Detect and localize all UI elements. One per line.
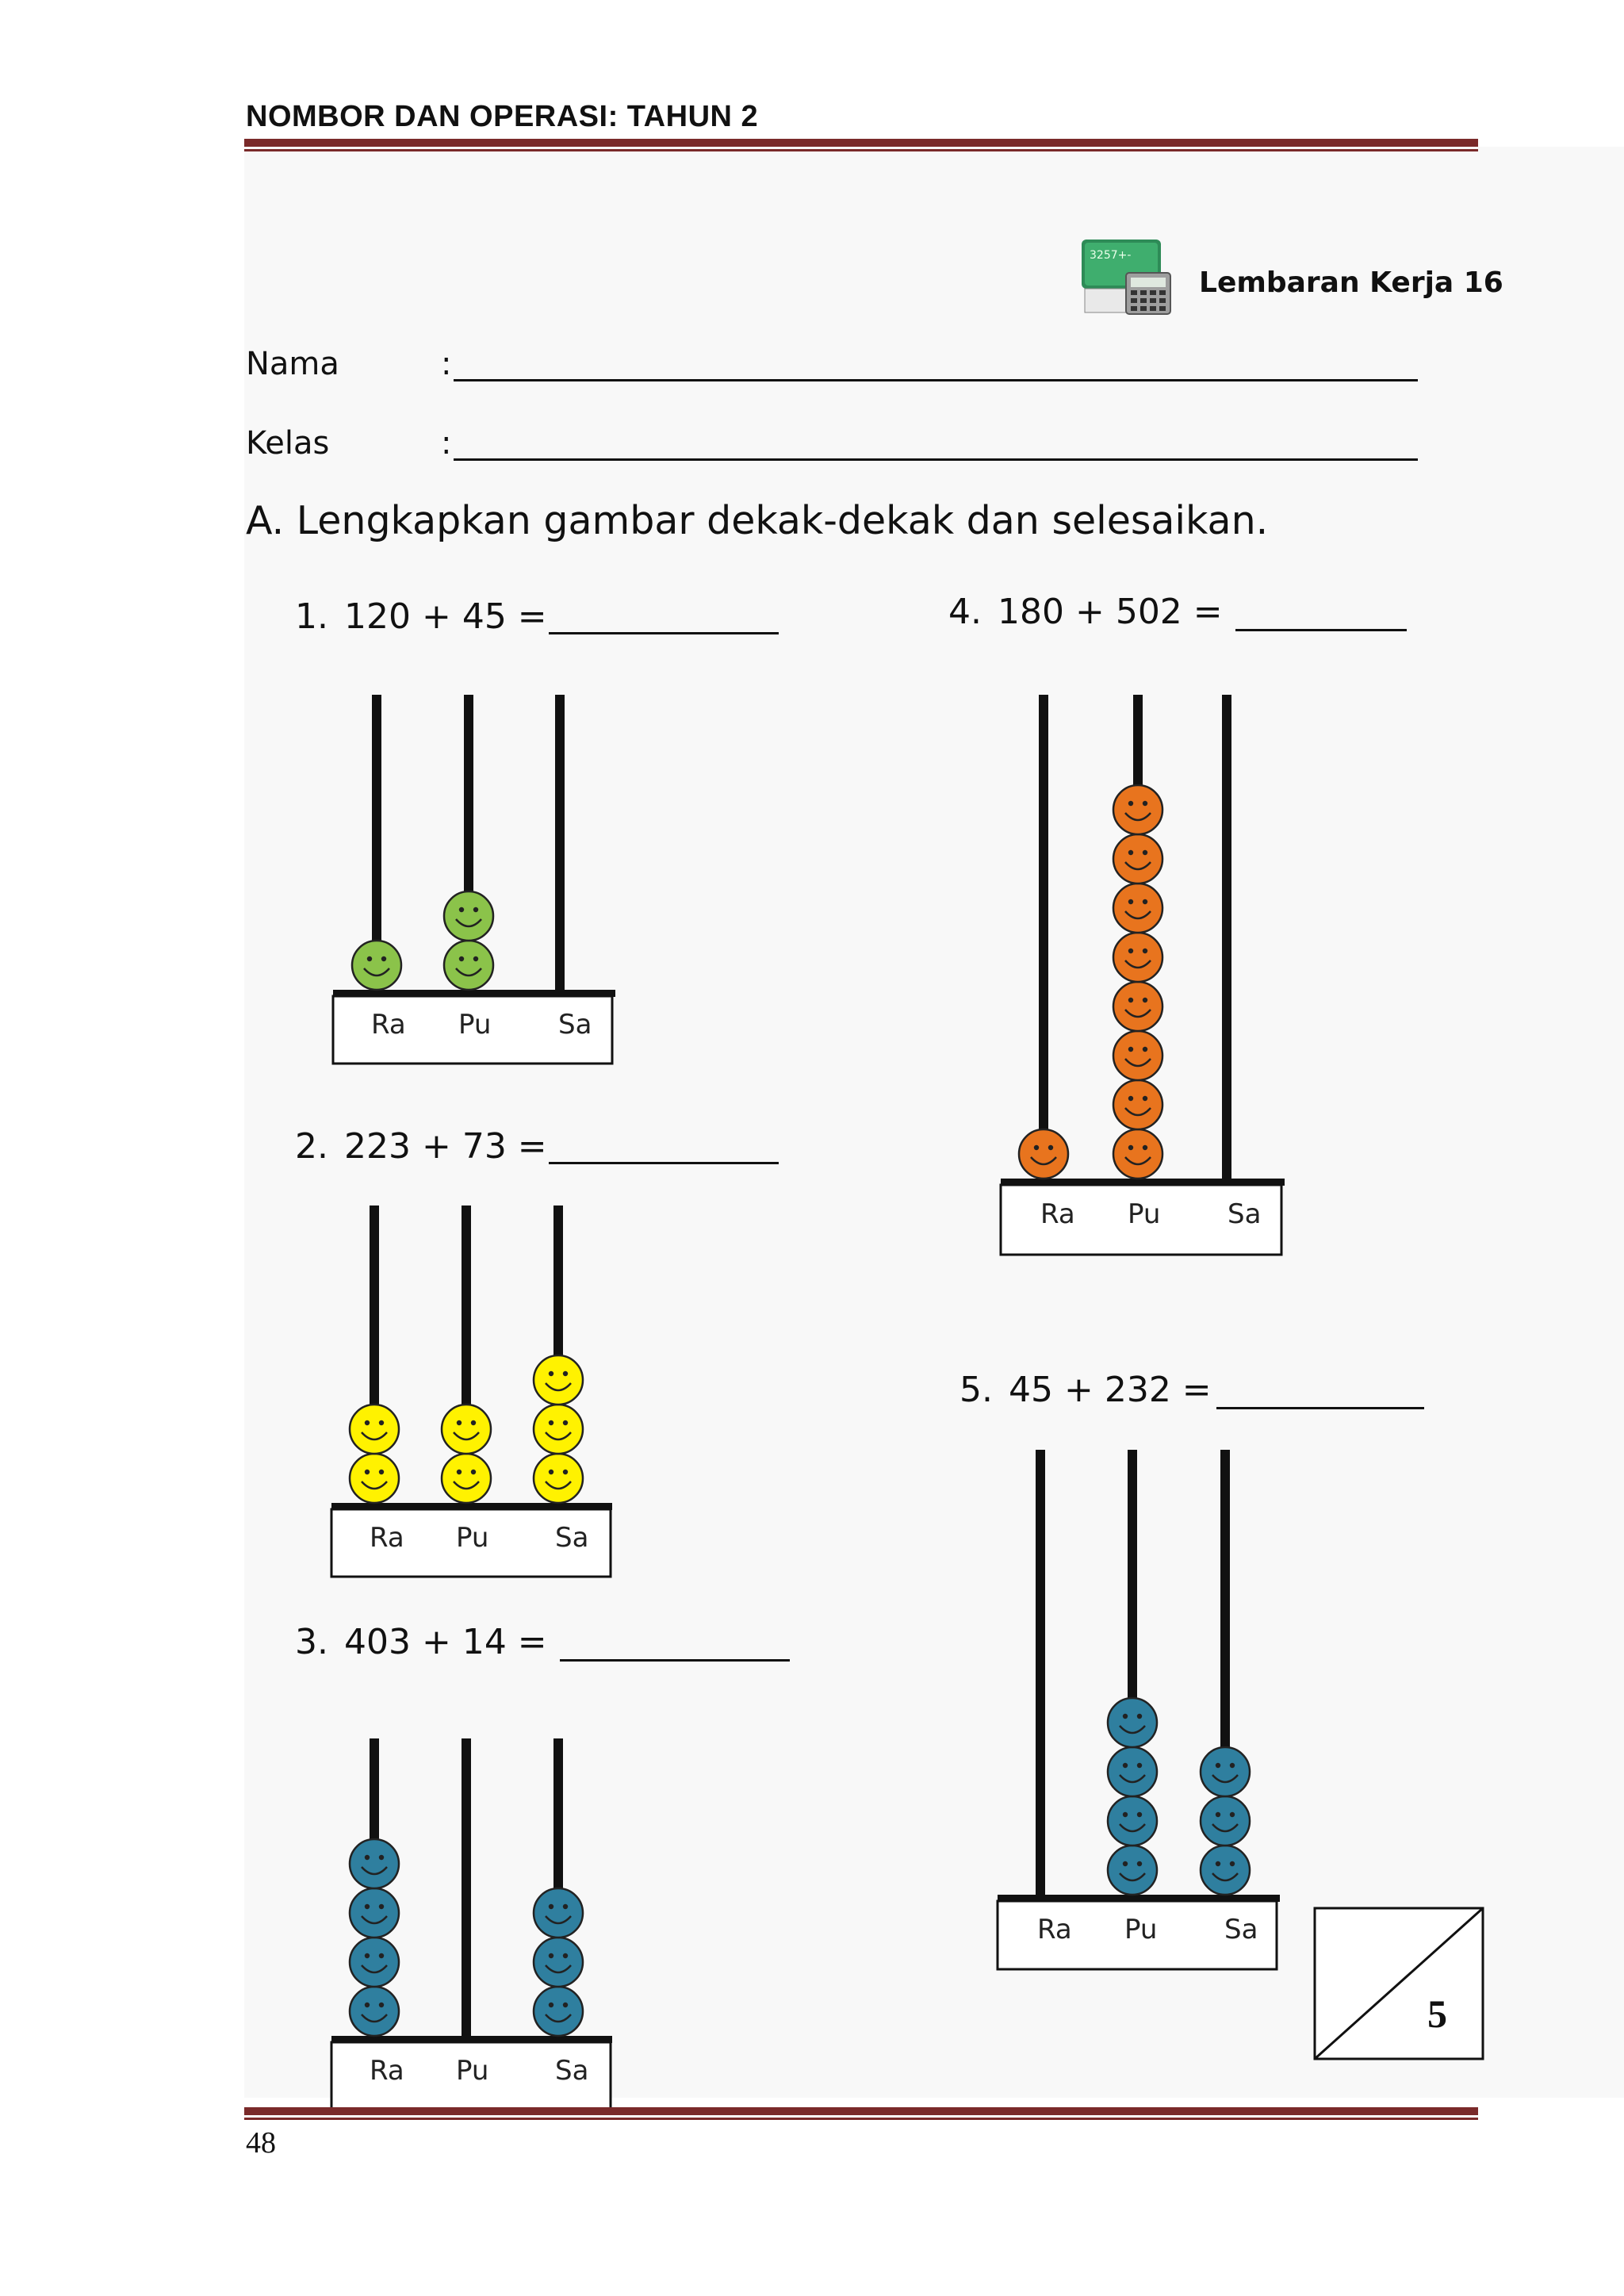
place-label-ra: Ra — [1037, 1914, 1072, 1945]
smiley-bead-icon[interactable] — [1113, 834, 1162, 884]
score-box — [1315, 1908, 1483, 2059]
place-label-sa: Sa — [1228, 1198, 1262, 1230]
question-1-number: 1. — [295, 596, 328, 637]
smiley-bead-icon[interactable] — [350, 1987, 399, 2036]
class-label: Kelas — [246, 425, 330, 462]
question-2-expression: 223 + 73 = — [344, 1126, 547, 1167]
smiley-bead-icon[interactable] — [350, 1839, 399, 1888]
smiley-bead-icon[interactable] — [350, 1454, 399, 1503]
smiley-bead-icon[interactable] — [534, 1405, 583, 1454]
smiley-bead-icon[interactable] — [350, 1888, 399, 1938]
page-header-title: NOMBOR DAN OPERASI: TAHUN 2 — [246, 100, 759, 133]
place-label-ra: Ra — [370, 1522, 404, 1554]
place-label-pu: Pu — [458, 1009, 492, 1041]
smiley-bead-icon[interactable] — [534, 1355, 583, 1405]
place-label-sa: Sa — [558, 1009, 592, 1041]
smiley-bead-icon[interactable] — [534, 1938, 583, 1987]
section-instruction: A. Lengkapkan gambar dekak-dekak dan selesaikan. — [246, 498, 1269, 543]
name-colon: : — [441, 346, 452, 382]
smiley-bead-icon[interactable] — [1108, 1846, 1157, 1895]
question-5-number: 5. — [959, 1370, 993, 1410]
logo-board-text: 3257+- — [1090, 249, 1132, 262]
place-label-pu: Pu — [456, 2055, 489, 2087]
smiley-bead-icon[interactable] — [1113, 1129, 1162, 1179]
question-1-expression: 120 + 45 = — [344, 596, 547, 637]
smiley-bead-icon[interactable] — [352, 941, 401, 990]
smiley-bead-icon[interactable] — [534, 1454, 583, 1503]
place-label-ra: Ra — [371, 1009, 406, 1041]
question-5-expression: 45 + 232 = — [1009, 1370, 1212, 1410]
smiley-bead-icon[interactable] — [442, 1454, 491, 1503]
name-label: Nama — [246, 346, 339, 382]
question-3-expression: 403 + 14 = — [344, 1622, 547, 1662]
smiley-bead-icon[interactable] — [1201, 1747, 1250, 1796]
smiley-bead-icon[interactable] — [1113, 785, 1162, 834]
question-4-number: 4. — [948, 592, 982, 632]
footer-rule-thin — [244, 2118, 1478, 2120]
question-2-number: 2. — [295, 1126, 328, 1167]
smiley-bead-icon[interactable] — [1019, 1129, 1068, 1179]
worksheet-title: Lembaran Kerja 16 — [1199, 266, 1503, 299]
place-label-pu: Pu — [1124, 1914, 1158, 1945]
place-label-sa: Sa — [555, 2055, 589, 2087]
place-label-sa: Sa — [1224, 1914, 1258, 1945]
place-label-sa: Sa — [555, 1522, 589, 1554]
smiley-bead-icon[interactable] — [1113, 933, 1162, 982]
smiley-bead-icon[interactable] — [534, 1987, 583, 2036]
class-colon: : — [441, 425, 452, 462]
place-label-ra: Ra — [370, 2055, 404, 2087]
page-number: 48 — [246, 2126, 276, 2160]
smiley-bead-icon[interactable] — [442, 1405, 491, 1454]
abacus-5 — [998, 1450, 1280, 1969]
score-value: 5 — [1427, 1991, 1447, 2036]
smiley-bead-icon[interactable] — [1201, 1846, 1250, 1895]
smiley-bead-icon[interactable] — [1113, 982, 1162, 1031]
smiley-bead-icon[interactable] — [1108, 1698, 1157, 1747]
smiley-bead-icon[interactable] — [1113, 884, 1162, 933]
smiley-bead-icon[interactable] — [350, 1405, 399, 1454]
smiley-bead-icon[interactable] — [534, 1888, 583, 1938]
abacus-2 — [331, 1205, 612, 1577]
place-label-ra: Ra — [1040, 1198, 1075, 1230]
smiley-bead-icon[interactable] — [444, 941, 493, 990]
question-3-number: 3. — [295, 1622, 328, 1662]
place-label-pu: Pu — [1128, 1198, 1161, 1230]
smiley-bead-icon[interactable] — [1201, 1796, 1250, 1846]
footer-rule-thick — [244, 2107, 1478, 2115]
abacus-4 — [1001, 695, 1285, 1255]
smiley-bead-icon[interactable] — [444, 891, 493, 941]
smiley-bead-icon[interactable] — [350, 1938, 399, 1987]
place-label-pu: Pu — [456, 1522, 489, 1554]
abacus-3 — [331, 1738, 612, 2110]
smiley-bead-icon[interactable] — [1108, 1747, 1157, 1796]
smiley-bead-icon[interactable] — [1113, 1031, 1162, 1080]
question-4-expression: 180 + 502 = — [998, 592, 1223, 632]
smiley-bead-icon[interactable] — [1113, 1080, 1162, 1129]
smiley-bead-icon[interactable] — [1108, 1796, 1157, 1846]
abacus-1 — [333, 695, 615, 1064]
